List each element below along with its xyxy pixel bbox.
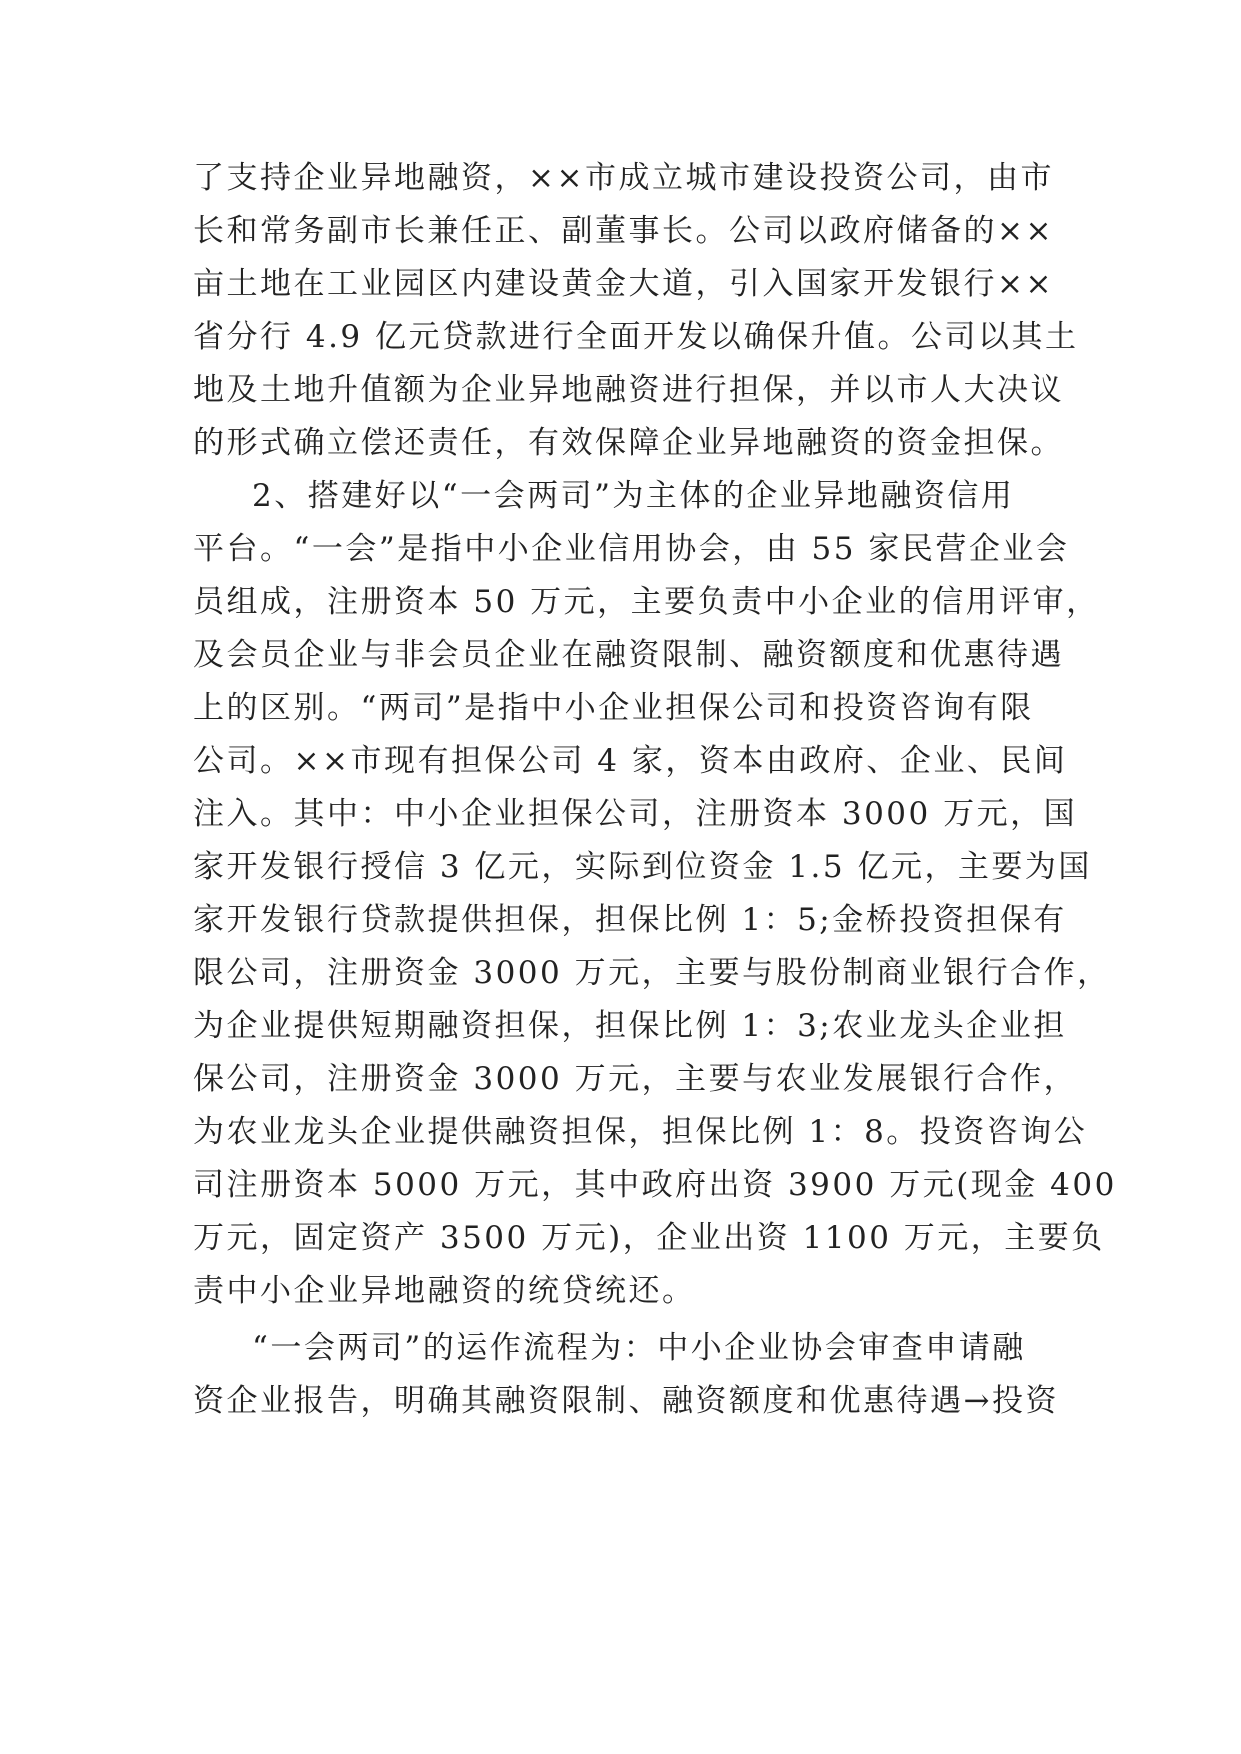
text-line: 2、搭建好以“一会两司”为主体的企业异地融资信用 (252, 478, 1015, 514)
text-line: 及会员企业与非会员企业在融资限制、融资额度和优惠待遇 (193, 637, 1064, 673)
text-line: 地及土地升值额为企业异地融资进行担保，并以市人大决议 (193, 372, 1064, 408)
text-line: 亩土地在工业园区内建设黄金大道，引入国家开发银行×× (193, 266, 1054, 302)
text-line: 为农业龙头企业提供融资担保，担保比例 1：8。投资咨询公 (193, 1114, 1088, 1150)
text-line: 资企业报告，明确其融资限制、融资额度和优惠待遇→投资 (193, 1383, 1059, 1419)
text-line: 平台。“一会”是指中小企业信用协会，由 55 家民营企业会 (193, 531, 1070, 567)
text-line: “一会两司”的运作流程为：中小企业协会审查申请融 (252, 1330, 1026, 1366)
paragraph-1 (193, 152, 1079, 470)
text-line: 为企业提供短期融资担保，担保比例 1：3;农业龙头企业担 (193, 1008, 1067, 1044)
paragraph-2 (193, 470, 1117, 1318)
text-line: 的形式确立偿还责任，有效保障企业异地融资的资金担保。 (193, 425, 1064, 461)
text-line: 家开发银行授信 3 亿元，实际到位资金 1.5 亿元，主要为国 (193, 849, 1092, 885)
text-line: 限公司，注册资金 3000 万元，主要与股份制商业银行合作， (193, 955, 1111, 991)
text-line: 注入。其中：中小企业担保公司，注册资本 3000 万元，国 (193, 796, 1078, 832)
document-body (193, 152, 1117, 1428)
text-line: 保公司，注册资金 3000 万元，主要与农业发展银行合作， (193, 1061, 1078, 1097)
text-line: 公司。××市现有担保公司 4 家，资本由政府、企业、民间 (193, 743, 1068, 779)
text-line: 员组成，注册资本 50 万元，主要负责中小企业的信用评审， (193, 584, 1100, 620)
text-line: 省分行 4.9 亿元贷款进行全面开发以确保升值。公司以其土 (193, 319, 1079, 355)
text-line: 家开发银行贷款提供担保，担保比例 1：5;金桥投资担保有 (193, 902, 1067, 938)
text-line: 司注册资本 5000 万元，其中政府出资 3900 万元(现金 400 (193, 1167, 1117, 1203)
paragraph-3 (193, 1322, 1059, 1428)
text-line: 责中小企业异地融资的统贷统还。 (193, 1273, 696, 1309)
text-line: 上的区别。“两司”是指中小企业担保公司和投资咨询有限 (193, 690, 1034, 726)
text-line: 了支持企业异地融资，××市成立城市建设投资公司，由市 (193, 160, 1054, 196)
text-line: 万元，固定资产 3500 万元)，企业出资 1100 万元，主要负 (193, 1220, 1105, 1256)
text-line: 长和常务副市长兼任正、副董事长。公司以政府储备的×× (193, 213, 1054, 249)
